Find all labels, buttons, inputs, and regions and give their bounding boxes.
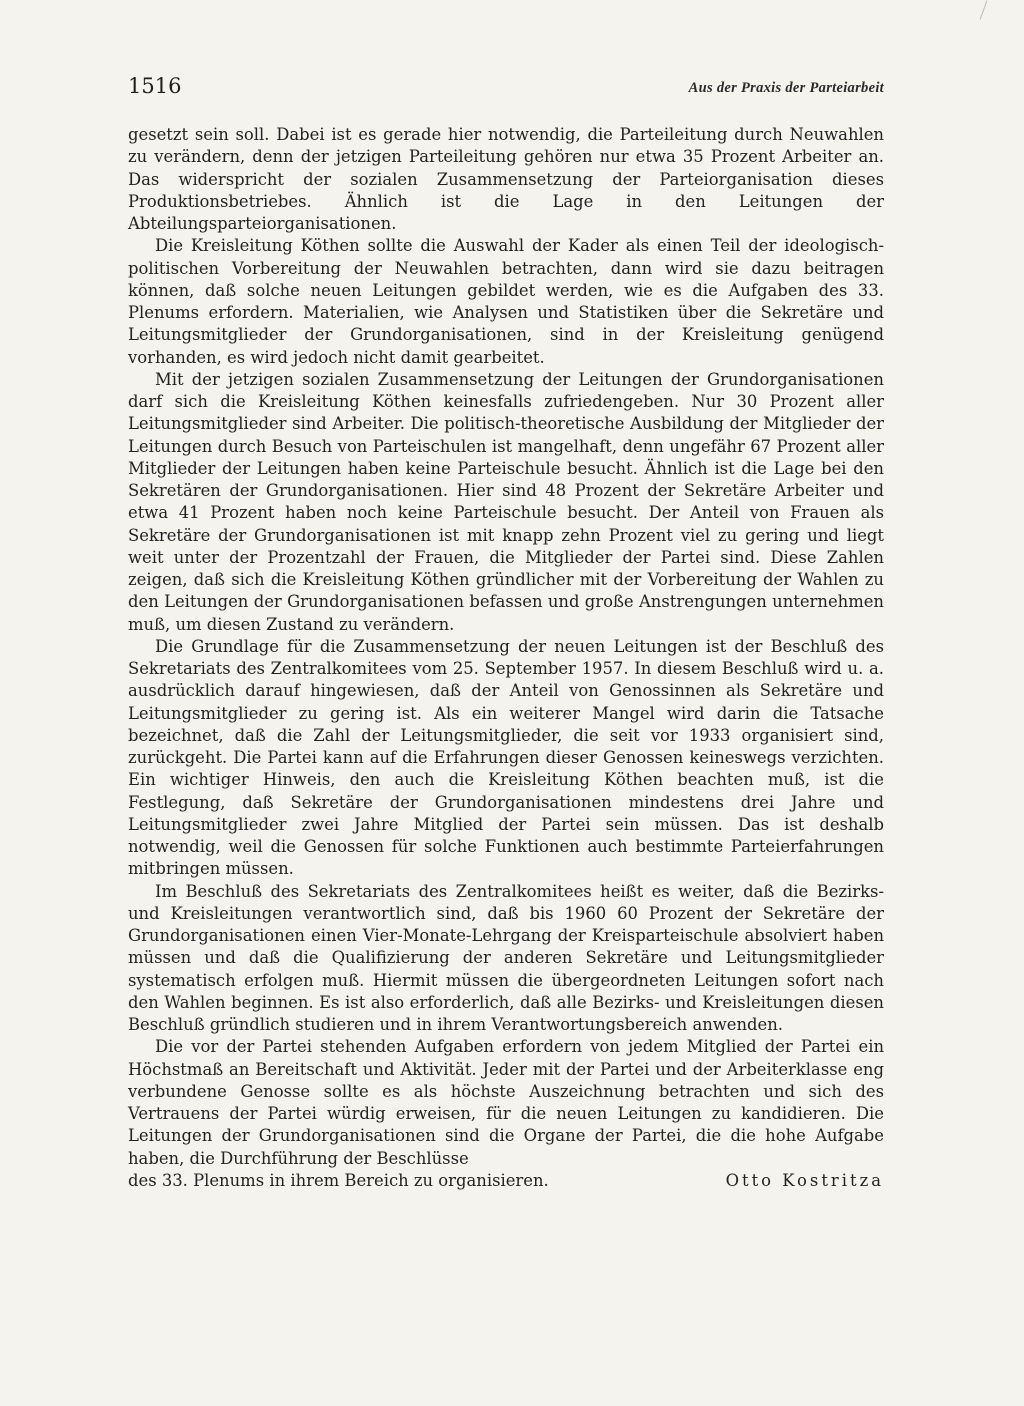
paragraph-2: Die Kreisleitung Köthen sollte die Auswahl der Kader als einen Teil der ideologisch-politischen Vorbereitung der Neuwahlen betrachten, dann wird sie dazu beitragen können, daß solche neuen Leitungen gebildet werden, wie es die Aufgaben des 33. Plenums erfordern. Materialien, wie Analysen und Statistiken über die Sekretäre und Leitungsmitglieder der Grundorganisationen, sind in der Kreisleitung genügend vorhanden, es wird jedoch nicht damit gearbeitet.	[128, 236, 884, 367]
page-header	[128, 74, 884, 104]
paragraph-3: Mit der jetzigen sozialen Zusammensetzung der Leitungen der Grundorganisationen darf sich die Kreisleitung Köthen keinesfalls zufriedengeben. Nur 30 Prozent aller Leitungsmitglieder sind Arbeiter. Die politisch-theoretische Ausbildung der Mitglieder der Leitungen durch Besuch von Parteischulen ist mangelhaft, denn ungefähr 67 Prozent aller Mitglieder der Leitungen haben keine Parteischule besucht. Ähnlich ist die Lage bei den Sekretären der Grundorganisationen. Hier sind 48 Prozent der Sekretäre Arbeiter und etwa 41 Prozent haben noch keine Parteischule besucht. Der Anteil von Frauen als Sekretäre der Grundorganisationen ist mit knapp zehn Prozent viel zu gering und liegt weit unter der Prozentzahl der Frauen, die Mitglieder der Partei sind. Diese Zahlen zeigen, daß sich die Kreisleitung Köthen gründlicher mit der Vorbereitung der Wahlen zu den Leitungen der Grundorganisationen befassen und große Anstrengungen unternehmen muß, um diesen Zustand zu verändern.	[128, 369, 884, 634]
author-signature: Otto Kostritza	[725, 1170, 884, 1190]
scan-mark	[980, 0, 988, 19]
paragraph-6: Die vor der Partei stehenden Aufgaben erfordern von jedem Mitglied der Partei ein Höchstmaß an Bereitschaft und Aktivität. Jeder mit der Partei und der Arbeiterklasse eng verbundene Genosse sollte es als höchste Auszeichnung betrachten und sich des Vertrauens der Partei würdig erweisen, für die neuen Leitungen zu kandidieren. Die Leitungen der Grundorganisationen sind die Organe der Partei, die die hohe Aufgabe haben, die Durchführung der Beschlüsse	[128, 1037, 884, 1168]
closing-line-row	[128, 1170, 884, 1192]
paragraph-1: gesetzt sein soll. Dabei ist es gerade hier notwendig, die Parteileitung durch Neuwahlen zu verändern, denn der jetzigen Parteileitung gehören nur etwa 35 Prozent Arbeiter an. Das widerspricht der sozialen Zusammensetzung der Parteiorganisation dieses Produktionsbetriebes. Ähnlich ist die Lage in den Leitungen der Abteilungsparteiorganisationen.	[128, 125, 884, 233]
article-body	[128, 124, 884, 1192]
paragraph-5: Im Beschluß des Sekretariats des Zentralkomitees heißt es weiter, daß die Bezirks- und Kreisleitungen verantwortlich sind, daß bis 1960 60 Prozent der Sekretäre der Grundorganisationen einen Vier-Monate-Lehrgang der Kreisparteischule absolviert haben müssen und daß die Qualifizierung der anderen Sekretäre und Leitungsmitglieder systematisch erfolgen muß. Hiermit müssen die übergeordneten Leitungen sofort nach den Wahlen beginnen. Es ist also erforderlich, daß alle Bezirks- und Kreisleitungen diesen Beschluß gründlich studieren und in ihrem Verantwortungsbereich anwenden.	[128, 881, 884, 1034]
paragraph-4: Die Grundlage für die Zusammensetzung der neuen Leitungen ist der Beschluß des Sekretariats des Zentralkomitees vom 25. September 1957. In diesem Beschluß wird u. a. ausdrücklich darauf hingewiesen, daß der Anteil von Genossinnen als Sekretäre und Leitungsmitglieder zu gering ist. Als ein weiterer Mangel wird darin die Tatsache bezeichnet, daß die Zahl der Leitungsmitglieder, die seit vor 1933 organisiert sind, zurückgeht. Die Partei kann auf die Erfahrungen dieser Genossen keineswegs verzichten. Ein wichtiger Hinweis, den auch die Kreisleitung Köthen beachten muß, ist die Festlegung, daß Sekretäre der Grundorganisationen mindestens drei Jahre und Leitungsmitglieder zwei Jahre Mitglied der Partei sein müssen. Das ist deshalb notwendig, weil die Genossen für solche Funktionen auch bestimmte Parteierfahrungen mitbringen müssen.	[128, 636, 884, 879]
page-number: 1516	[128, 74, 182, 98]
closing-line: des 33. Plenums in ihrem Bereich zu organisieren.	[128, 1170, 549, 1190]
running-title: Aus der Praxis der Parteiarbeit	[688, 80, 884, 96]
